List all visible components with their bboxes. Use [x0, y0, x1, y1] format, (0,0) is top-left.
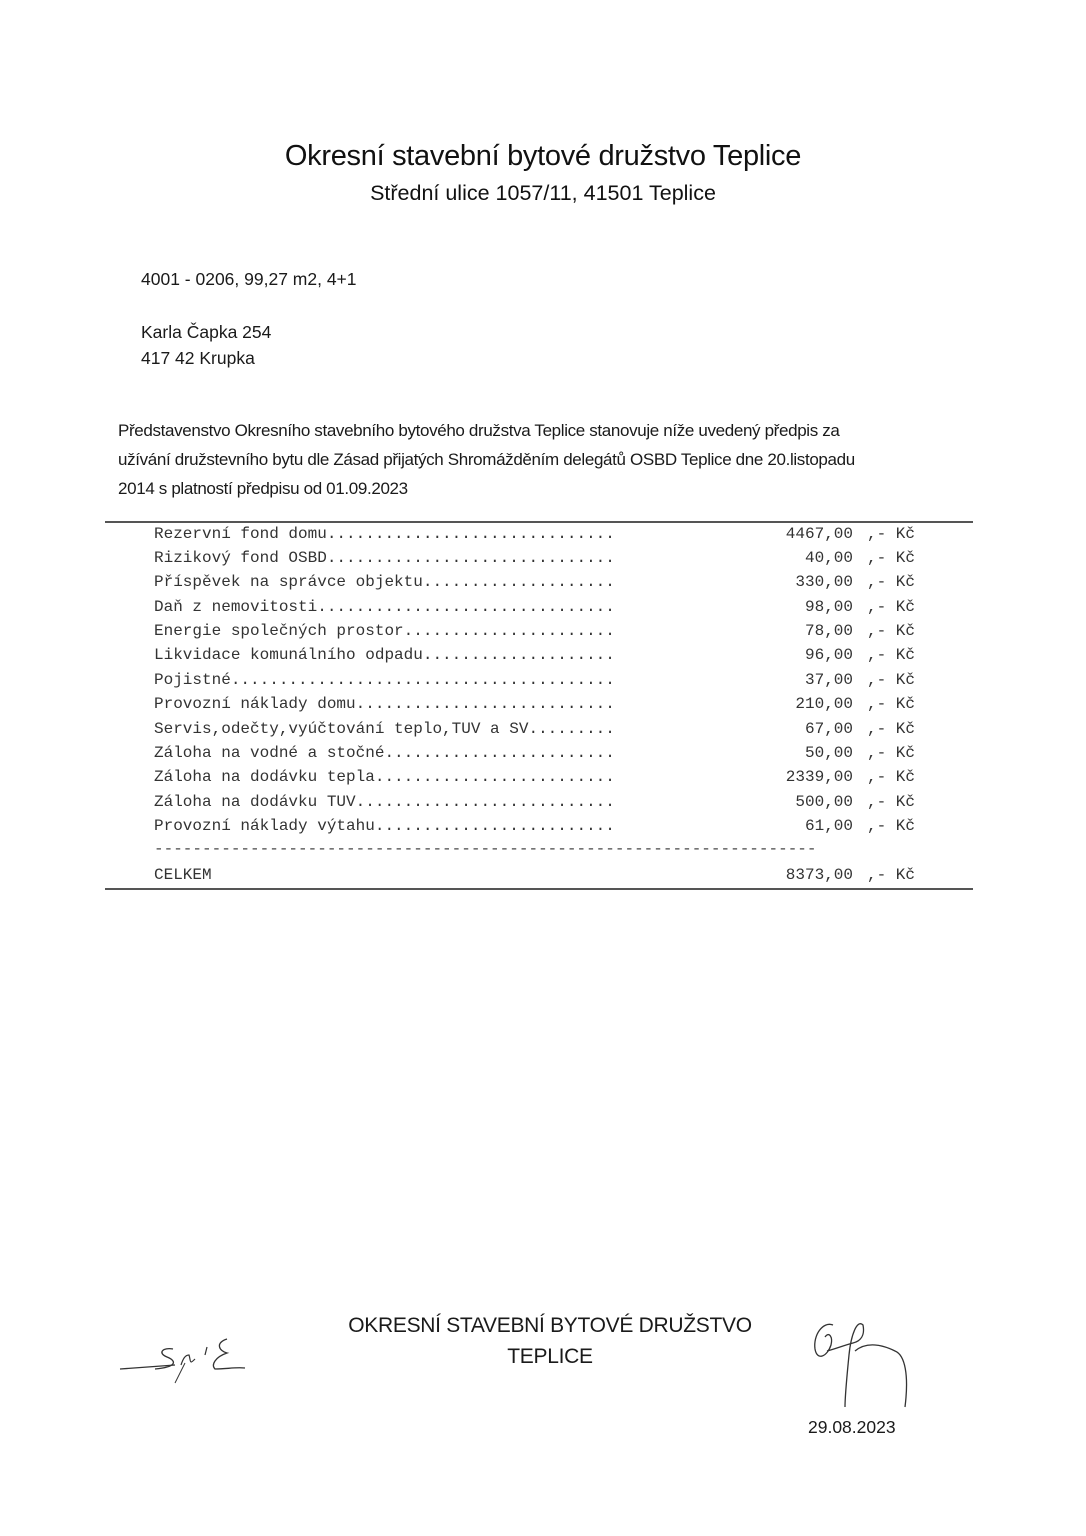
fee-currency: ,- Kč — [867, 719, 916, 738]
recipient-city: 417 42 Krupka — [141, 348, 255, 368]
fee-table — [105, 521, 973, 890]
fee-amount: 2339,00 — [785, 768, 853, 787]
fee-amount: 37,00 — [804, 670, 853, 689]
fee-currency: ,- Kč — [867, 768, 916, 787]
fee-row — [105, 815, 973, 839]
fee-row — [105, 571, 973, 595]
fee-amount: 98,00 — [804, 597, 853, 616]
fee-amount: 40,00 — [804, 548, 853, 567]
fee-label: Rezervní fond domu.............................. — [154, 524, 615, 543]
fee-label: Záloha na dodávku TUV........................... — [154, 792, 615, 811]
fee-row — [105, 693, 973, 717]
fee-currency: ,- Kč — [867, 792, 916, 811]
fee-label: Energie společných prostor...................... — [154, 622, 615, 641]
fee-label: Likvidace komunálního odpadu.................... — [154, 646, 615, 665]
table-bottom-rule — [105, 888, 973, 890]
fee-amount: 500,00 — [795, 792, 853, 811]
fee-currency: ,- Kč — [867, 744, 916, 763]
fee-row — [105, 791, 973, 815]
table-separator: --------------------------------------------------------------------- — [154, 839, 817, 858]
unit-identifier: 4001 - 0206, 99,27 m2, 4+1 — [141, 269, 357, 289]
fee-label: Provozní náklady výtahu......................... — [154, 817, 615, 836]
recipient-address — [141, 319, 271, 371]
fee-row — [105, 718, 973, 742]
fee-row — [105, 669, 973, 693]
footer-organization — [0, 1310, 1086, 1372]
fee-currency: ,- Kč — [867, 817, 916, 836]
fee-currency: ,- Kč — [867, 695, 916, 714]
fee-currency: ,- Kč — [867, 573, 916, 592]
organization-address: Střední ulice 1057/11, 41501 Teplice — [370, 181, 716, 205]
intro-paragraph — [118, 416, 988, 503]
fee-amount: 96,00 — [804, 646, 853, 665]
fee-amount: 67,00 — [804, 719, 853, 738]
fee-currency: ,- Kč — [867, 646, 916, 665]
fee-amount: 78,00 — [804, 622, 853, 641]
fee-label: Příspěvek na správce objektu.................... — [154, 573, 615, 592]
document-date: 29.08.2023 — [808, 1417, 896, 1437]
fee-currency: ,- Kč — [867, 597, 916, 616]
fee-label: Záloha na vodné a stočné........................ — [154, 744, 615, 763]
fee-label: Servis,odečty,vyúčtování teplo,TUV a SV......... — [154, 719, 615, 738]
total-amount: 8373,00 — [785, 865, 853, 884]
total-currency: ,- Kč — [867, 865, 916, 884]
fee-rows — [105, 523, 973, 840]
fee-amount: 4467,00 — [785, 524, 853, 543]
fee-label: Daň z nemovitosti............................... — [154, 597, 615, 616]
fee-label: Rizikový fond OSBD.............................. — [154, 548, 615, 567]
fee-row — [105, 644, 973, 668]
fee-amount: 330,00 — [795, 573, 853, 592]
fee-row — [105, 547, 973, 571]
fee-label: Záloha na dodávku tepla......................... — [154, 768, 615, 787]
fee-label: Provozní náklady domu........................... — [154, 695, 615, 714]
fee-currency: ,- Kč — [867, 622, 916, 641]
fee-row — [105, 766, 973, 790]
fee-currency: ,- Kč — [867, 670, 916, 689]
intro-line-1: Představenstvo Okresního stavebního bytového družstva Teplice stanovuje níže uvedený předpis za — [118, 421, 840, 440]
fee-label: Pojistné........................................ — [154, 670, 615, 689]
intro-line-3: 2014 s platností předpisu od 01.09.2023 — [118, 479, 408, 498]
total-label: CELKEM — [154, 865, 212, 884]
fee-row — [105, 742, 973, 766]
footer-org-line-1: OKRESNÍ STAVEBNÍ BYTOVÉ DRUŽSTVO — [348, 1314, 752, 1337]
fee-amount: 61,00 — [804, 817, 853, 836]
intro-line-2: užívání družstevního bytu dle Zásad přijatých Shromážděním delegátů OSBD Teplice dne 20.listopadu — [118, 450, 855, 469]
fee-currency: ,- Kč — [867, 524, 916, 543]
organization-title: Okresní stavební bytové družstvo Teplice — [284, 140, 802, 172]
total-row — [105, 864, 973, 888]
fee-amount: 50,00 — [804, 744, 853, 763]
fee-row — [105, 523, 973, 547]
fee-amount: 210,00 — [795, 695, 853, 714]
recipient-street: Karla Čapka 254 — [141, 322, 272, 342]
footer-org-line-2: TEPLICE — [507, 1345, 593, 1368]
fee-row — [105, 620, 973, 644]
fee-currency: ,- Kč — [867, 548, 916, 567]
fee-row — [105, 596, 973, 620]
